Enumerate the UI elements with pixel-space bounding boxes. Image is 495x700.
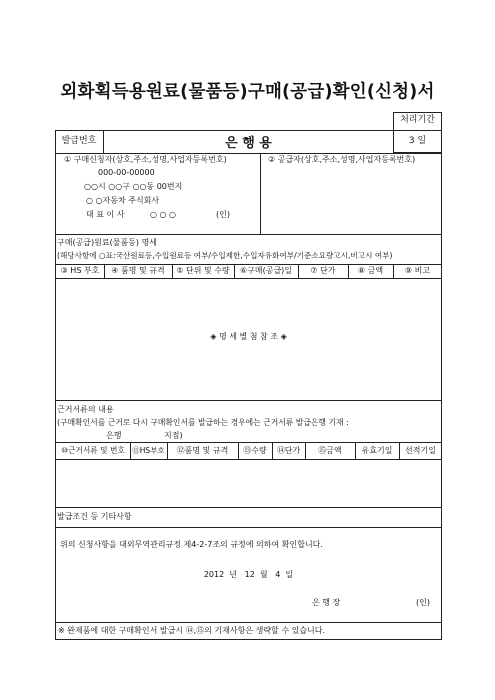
basis-col-unit-price: ⑭단가 [276, 446, 301, 455]
goods-subtitle: (해당사항에 ○표:국산원료등,수입원료등 여부/수입제한,수입자유화여부/기준소요량고시,비고시 여부) [57, 251, 393, 260]
basis-description: (구매확인서를 근거로 다시 구매확인서를 발급하는 경우에는 근거서류 발급은행 기재 : [57, 418, 349, 427]
bank-manager-seal: (인) [416, 598, 430, 607]
applicant-ceo-label: 대 표 이 사 [86, 210, 125, 219]
goods-title: 구매(공급)원료(물품등) 명세 [57, 238, 158, 247]
form-title: 외화획득용원료(물품등)구매(공급)확인(신청)서 [60, 82, 435, 102]
goods-col-name-spec: ④ 품명 및 규격 [111, 266, 165, 275]
goods-col-hs-code: ③ HS 부호 [60, 266, 100, 275]
confirm-date: 2012 년 12 월 4 일 [203, 570, 294, 579]
goods-col-amount: ⑧ 금액 [357, 266, 384, 275]
applicant-ceo-name: ○ ○ ○ [150, 210, 177, 219]
bank-manager-label: 은 행 장 [312, 598, 341, 607]
basis-title: 근거서류의 내용 [57, 405, 114, 414]
supplier-label: ② 공급자(상호,주소,성명,사업자등록번호) [268, 155, 416, 164]
processing-period-value: 3 일 [408, 136, 427, 146]
other-conditions-title: 발급조건 등 기타사항 [57, 512, 132, 521]
form-frame [55, 130, 442, 640]
applicant-company: ○ ○자동차 주식회사 [86, 196, 160, 205]
basis-branch: 지점) [164, 431, 183, 440]
footnote: ※ 완제품에 대한 구매확인서 발급시 ⑭,⑮의 기재사항은 생략할 수 있습니다. [58, 626, 326, 635]
goods-col-remarks: ⑨ 비고 [404, 266, 431, 275]
applicant-seal: (인) [216, 210, 230, 219]
basis-col-hs-code: ⑪HS부호 [132, 446, 165, 455]
goods-col-unit-qty: ⑤ 단위 및 수량 [176, 266, 230, 275]
applicant-address: ○○시 ○○구 ○○동 00번지 [84, 182, 183, 191]
applicant-reg-number: 000-00-00000 [98, 168, 155, 177]
basis-bank: 은행 [106, 431, 122, 440]
basis-col-document: ⑩근거서류 및 번호 [61, 446, 125, 455]
basis-col-amount: ⑮금액 [318, 446, 342, 455]
basis-col-shipping-date: 선적기일 [405, 446, 436, 455]
issue-number-label: 발급번호 [61, 136, 97, 146]
goods-attachment-note: ◈ 명 세 별 첨 참 조 ◈ [210, 332, 287, 341]
goods-col-unit-price: ⑦ 단가 [310, 266, 336, 275]
confirm-statement: 위의 신청사항을 대외무역관리규정 제4-2-7조의 규정에 의하여 확인합니다. [60, 540, 323, 549]
basis-col-valid-date: 유효기일 [361, 446, 393, 455]
bank-use-heading: 은 행 용 [225, 136, 272, 151]
basis-col-name-spec: ⑫품명 및 규격 [176, 446, 229, 455]
goods-col-purchase-date: ⑥구매(공급)일 [239, 266, 293, 275]
applicant-label: ① 구매신청자(상호,주소,성명,사업자등록번호) [64, 155, 227, 164]
processing-period-label: 처리기간 [400, 115, 435, 125]
basis-col-quantity: ⑬수량 [243, 446, 267, 455]
